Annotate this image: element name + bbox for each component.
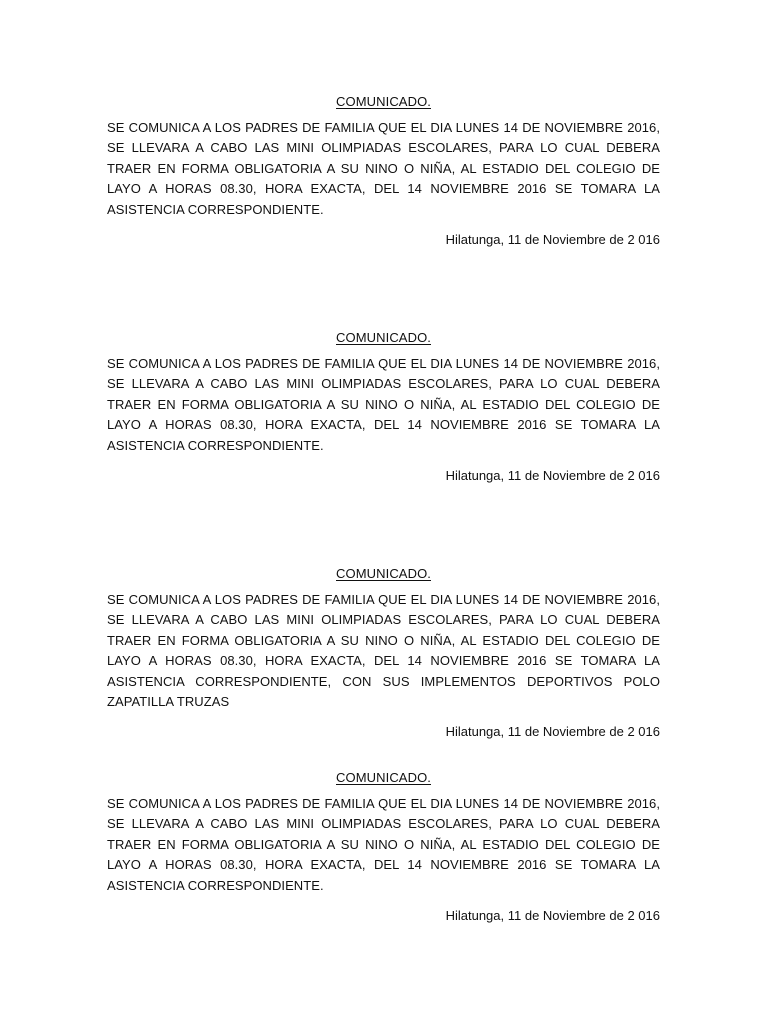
notice-1	[107, 92, 660, 250]
notice-date: Hilatunga, 11 de Noviembre de 2 016	[445, 468, 660, 484]
notice-4	[107, 768, 660, 926]
notice-date: Hilatunga, 11 de Noviembre de 2 016	[445, 232, 660, 248]
notice-3	[107, 564, 660, 742]
notice-title: COMUNICADO.	[336, 330, 431, 345]
notice-body: SE COMUNICA A LOS PADRES DE FAMILIA QUE EL DIA LUNES 14 DE NOVIEMBRE 2016, SE LLEVARA A CABO LAS MINI OLIMPIADAS ESCOLARES, PARA LO CUAL DEBERA TRAER EN FORMA OBLIGATORIA A SU NINO O NIÑA, AL ESTADIO DEL COLEGIO DE LAYO A HORAS 08.30, HORA EXACTA, DEL 14 NOVIEMBRE 2016 SE TOMARA LA ASISTENCIA CORRESPONDIENTE.	[107, 796, 660, 893]
notice-title: COMUNICADO.	[336, 770, 431, 785]
notice-date: Hilatunga, 11 de Noviembre de 2 016	[445, 908, 660, 924]
notice-body: SE COMUNICA A LOS PADRES DE FAMILIA QUE EL DIA LUNES 14 DE NOVIEMBRE 2016, SE LLEVARA A CABO LAS MINI OLIMPIADAS ESCOLARES, PARA LO CUAL DEBERA TRAER EN FORMA OBLIGATORIA A SU NINO O NIÑA, AL ESTADIO DEL COLEGIO DE LAYO A HORAS 08.30, HORA EXACTA, DEL 14 NOVIEMBRE 2016 SE TOMARA LA ASISTENCIA CORRESPONDIENTE.	[107, 120, 660, 217]
notice-date: Hilatunga, 11 de Noviembre de 2 016	[445, 724, 660, 740]
notice-body: SE COMUNICA A LOS PADRES DE FAMILIA QUE EL DIA LUNES 14 DE NOVIEMBRE 2016, SE LLEVARA A CABO LAS MINI OLIMPIADAS ESCOLARES, PARA LO CUAL DEBERA TRAER EN FORMA OBLIGATORIA A SU NINO O NIÑA, AL ESTADIO DEL COLEGIO DE LAYO A HORAS 08.30, HORA EXACTA, DEL 14 NOVIEMBRE 2016 SE TOMARA LA ASISTENCIA CORRESPONDIENTE.	[107, 356, 660, 453]
notice-title: COMUNICADO.	[336, 566, 431, 581]
notice-body: SE COMUNICA A LOS PADRES DE FAMILIA QUE EL DIA LUNES 14 DE NOVIEMBRE 2016, SE LLEVARA A CABO LAS MINI OLIMPIADAS ESCOLARES, PARA LO CUAL DEBERA TRAER EN FORMA OBLIGATORIA A SU NINO O NIÑA, AL ESTADIO DEL COLEGIO DE LAYO A HORAS 08.30, HORA EXACTA, DEL 14 NOVIEMBRE 2016 SE TOMARA LA ASISTENCIA CORRESPONDIENTE, CON SUS IMPLEMENTOS DEPORTIVOS POLO ZAPATILLA TRUZAS	[107, 592, 660, 710]
notice-2	[107, 328, 660, 486]
notice-title: COMUNICADO.	[336, 94, 431, 109]
